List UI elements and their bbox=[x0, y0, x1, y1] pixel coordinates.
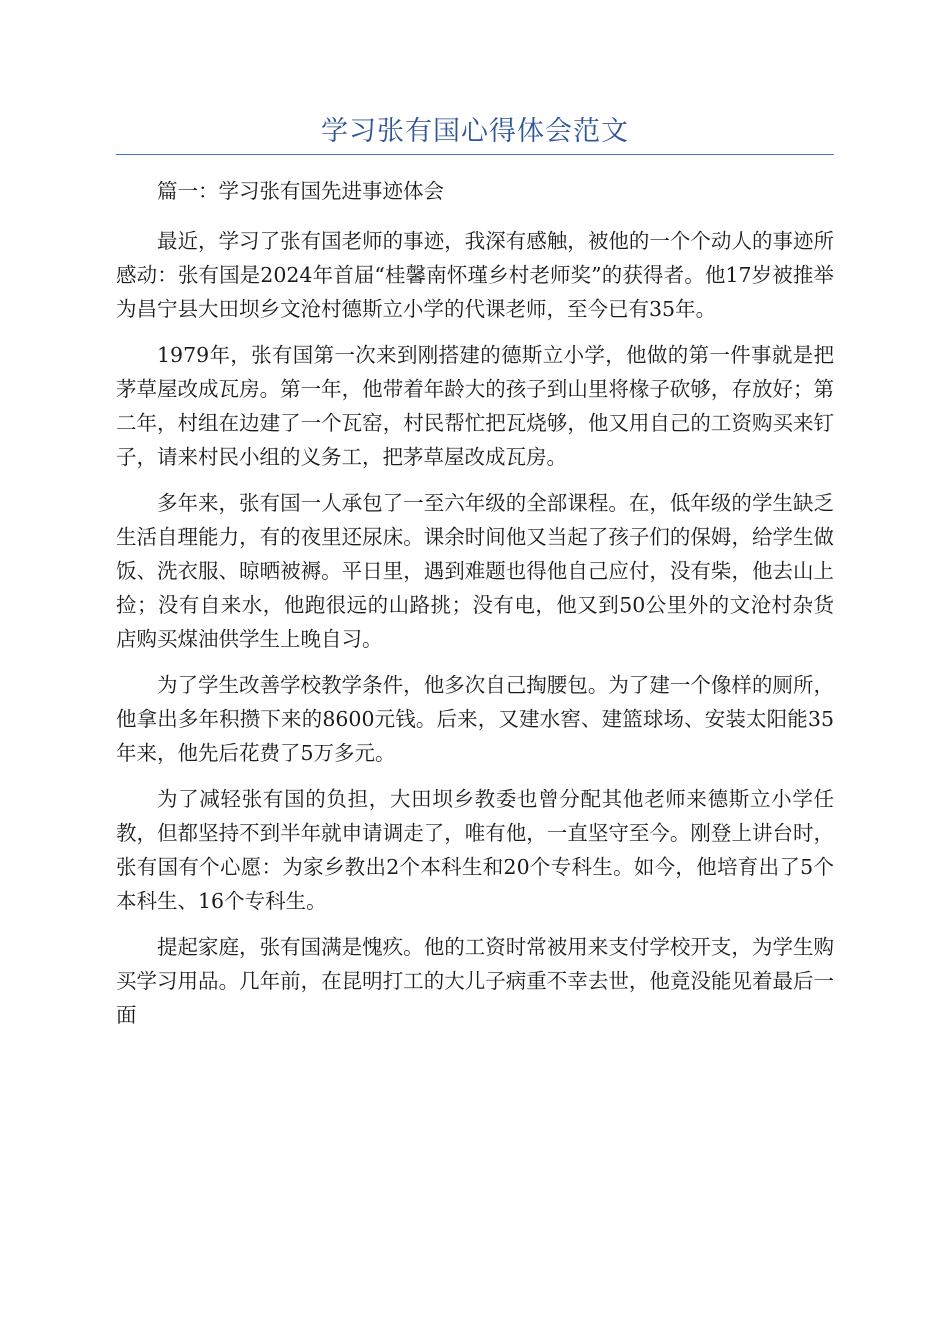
section-heading: 篇一：学习张有国先进事迹体会 bbox=[157, 179, 444, 203]
title-underline bbox=[116, 154, 834, 155]
paragraph: 最近，学习了张有国老师的事迹，我深有感触，被他的一个个动人的事迹所感动：张有国是2024年首届“桂馨南怀瑾乡村老师奖”的获得者。他17岁被推举为昌宁县大田坝乡文沧村德斯立小学的代课老师，至今已有35年。 bbox=[116, 229, 834, 321]
paragraph: 为了学生改善学校教学条件，他多次自己掏腰包。为了建一个像样的厕所，他拿出多年积攒下来的8600元钱。后来，又建水窖、建篮球场、安装太阳能35年来，他先后花费了5万多元。 bbox=[116, 673, 834, 765]
document-body bbox=[116, 174, 834, 1044]
paragraph: 提起家庭，张有国满是愧疚。他的工资时常被用来支付学校开支，为学生购买学习用品。几年前，在昆明打工的大儿子病重不幸去世，他竟没能见着最后一面 bbox=[116, 935, 834, 1027]
document-title: 学习张有国心得体会范文 bbox=[321, 116, 629, 147]
paragraph: 为了减轻张有国的负担，大田坝乡教委也曾分配其他老师来德斯立小学任教，但都坚持不到半年就申请调走了，唯有他，一直坚守至今。刚登上讲台时，张有国有个心愿：为家乡教出2个本科生和20个专科生。如今，他培育出了5个本科生、16个专科生。 bbox=[116, 787, 834, 913]
paragraph: 多年来，张有国一人承包了一至六年级的全部课程。在，低年级的学生缺乏生活自理能力，有的夜里还尿床。课余时间他又当起了孩子们的保姆，给学生做饭、洗衣服、晾晒被褥。平日里，遇到难题也得他自己应付，没有柴，他去山上捡；没有自来水，他跑很远的山路挑；没有电，他又到50公里外的文沧村杂货店购买煤油供学生上晚自习。 bbox=[116, 491, 834, 651]
paragraph: 1979年，张有国第一次来到刚搭建的德斯立小学，他做的第一件事就是把茅草屋改成瓦房。第一年，他带着年龄大的孩子到山里将椽子砍够，存放好；第二年，村组在边建了一个瓦窑，村民帮忙把瓦烧够，他又用自己的工资购买来钉子，请来村民小组的义务工，把茅草屋改成瓦房。 bbox=[116, 343, 834, 469]
